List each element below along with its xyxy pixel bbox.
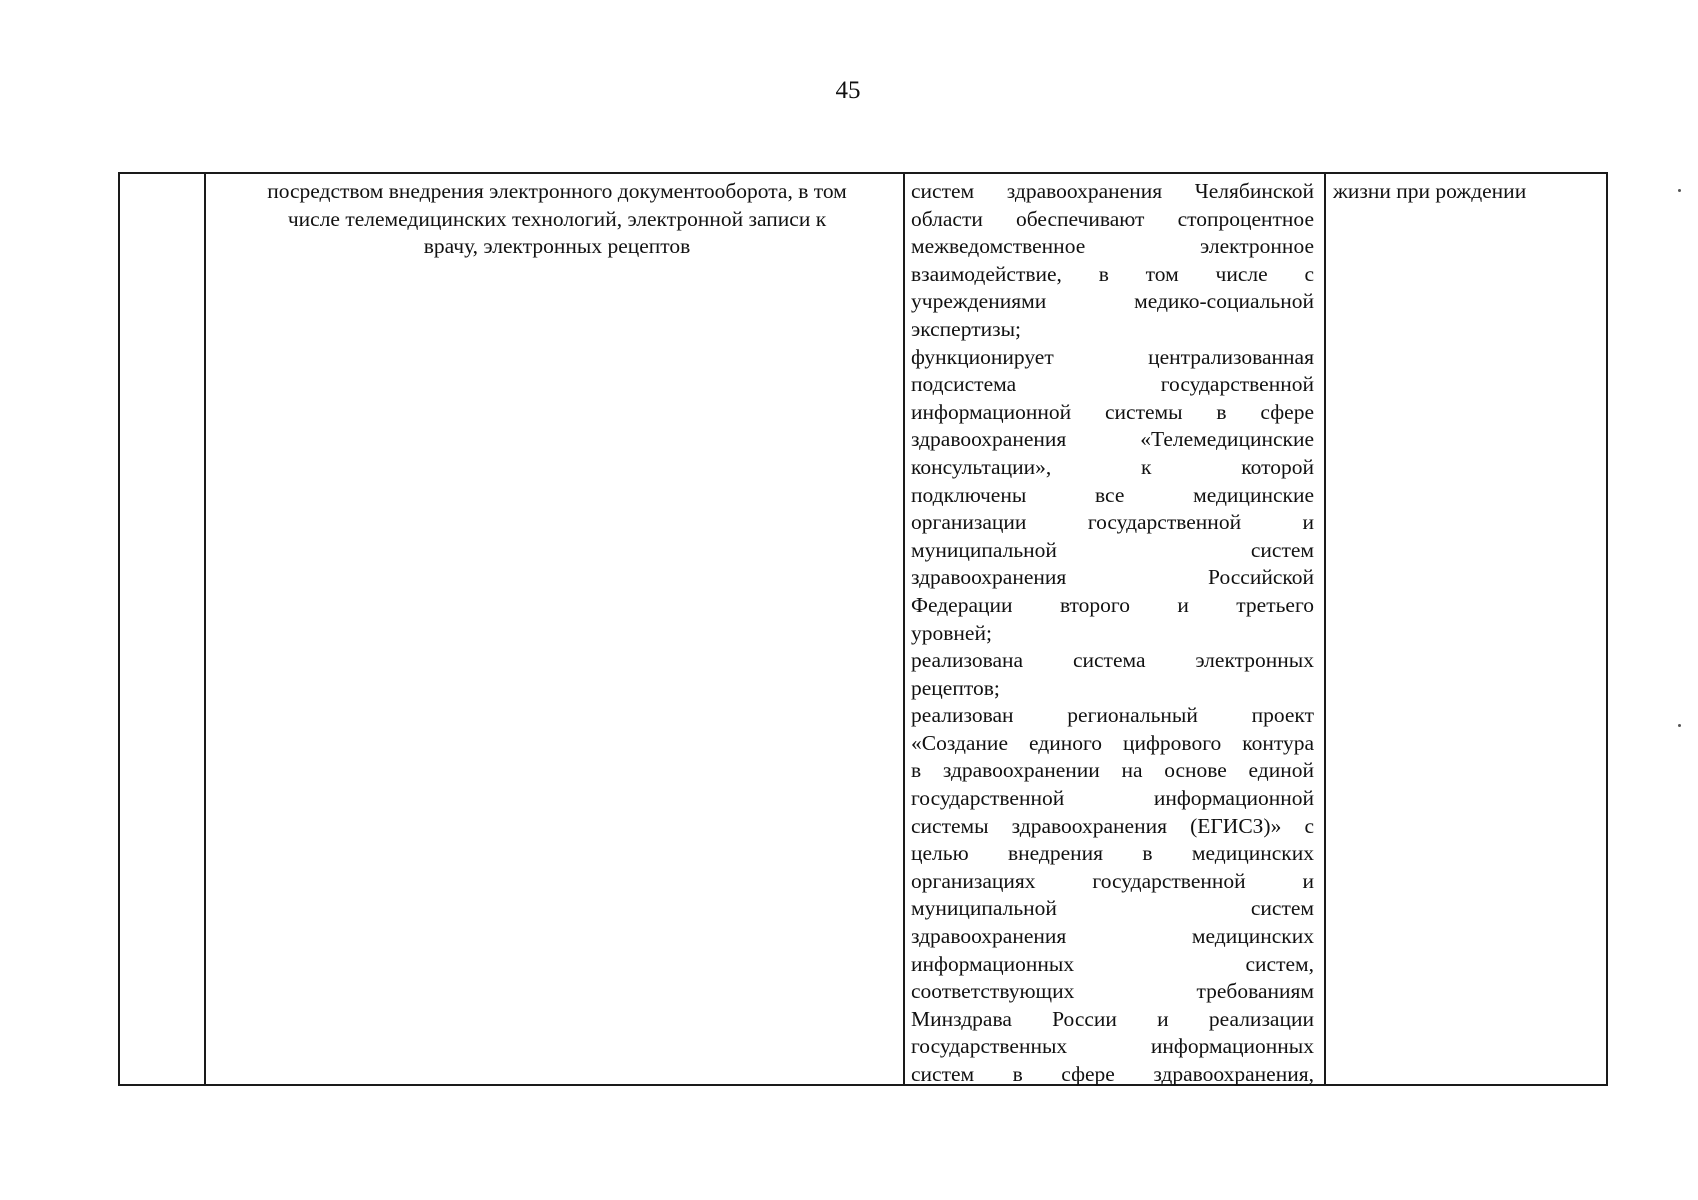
cell-results-line: «Создание единого цифрового контура xyxy=(911,730,1314,755)
cell-results-line: системы здравоохранения (ЕГИСЗ)» с xyxy=(911,813,1314,838)
scan-speck xyxy=(1678,724,1681,727)
column-divider-3 xyxy=(1324,172,1326,1086)
cell-results-line: систем в сфере здравоохранения, xyxy=(911,1062,1314,1086)
cell-results-line: организациях государственной и xyxy=(911,868,1314,893)
cell-results-line: подключены все медицинские xyxy=(911,482,1314,507)
cell-results-line: здравоохранения медицинских xyxy=(911,924,1314,949)
cell-results-line: государственной информационной xyxy=(911,786,1314,811)
cell-results-line: систем здравоохранения Челябинской xyxy=(911,179,1314,203)
cell-results-line: муниципальной систем xyxy=(911,537,1314,562)
cell-results-line: информационной системы в сфере xyxy=(911,399,1314,424)
cell-results-line: Федерации второго и третьего xyxy=(911,592,1314,617)
cell-results-line: здравоохранения Российской xyxy=(911,565,1314,590)
page-number: 45 xyxy=(835,77,861,104)
cell-results-line: экспертизы; xyxy=(911,316,1022,341)
cell-results-line: реализована система электронных xyxy=(911,648,1314,673)
cell-results xyxy=(911,178,1314,1089)
cell-results-line: рецептов; xyxy=(911,675,1000,700)
cell-results-line: реализован региональный проект xyxy=(911,703,1314,728)
cell-results-line: взаимодействие, в том числе с xyxy=(911,261,1314,286)
cell-results-line: здравоохранения «Телемедицинские xyxy=(911,427,1314,452)
cell-goal xyxy=(212,178,902,261)
cell-results-line: организации государственной и xyxy=(911,510,1314,535)
cell-results-line: муниципальной систем xyxy=(911,896,1314,921)
cell-indicator: жизни при рождении xyxy=(1333,179,1527,203)
cell-results-line: в здравоохранении на основе единой xyxy=(911,758,1314,783)
cell-results-line: межведомственное электронное xyxy=(911,234,1314,259)
cell-results-line: уровней; xyxy=(911,620,992,645)
table-frame xyxy=(118,172,1608,1086)
cell-results-line: подсистема государственной xyxy=(911,372,1314,397)
cell-results-line: целью внедрения в медицинских xyxy=(911,841,1314,866)
column-divider-1 xyxy=(204,172,206,1086)
cell-results-line: информационных систем, xyxy=(911,951,1314,976)
cell-goal-line: числе телемедицинских технологий, электронной записи к xyxy=(287,206,827,231)
cell-results-line: государственных информационных xyxy=(911,1034,1314,1059)
cell-goal-line: посредством внедрения электронного документооборота, в том xyxy=(267,179,847,203)
cell-results-line: соответствующих требованиям xyxy=(911,979,1314,1004)
scan-speck xyxy=(1678,189,1681,192)
cell-goal-line: врачу, электронных рецептов xyxy=(423,234,691,259)
cell-results-line: функционирует централизованная xyxy=(911,344,1314,369)
cell-results-line: консультации», к которой xyxy=(911,454,1314,479)
column-divider-2 xyxy=(903,172,905,1086)
cell-results-line: Минздрава России и реализации xyxy=(911,1006,1314,1031)
cell-results-line: учреждениями медико-социальной xyxy=(911,289,1314,314)
cell-results-line: области обеспечивают стопроцентное xyxy=(911,206,1314,231)
